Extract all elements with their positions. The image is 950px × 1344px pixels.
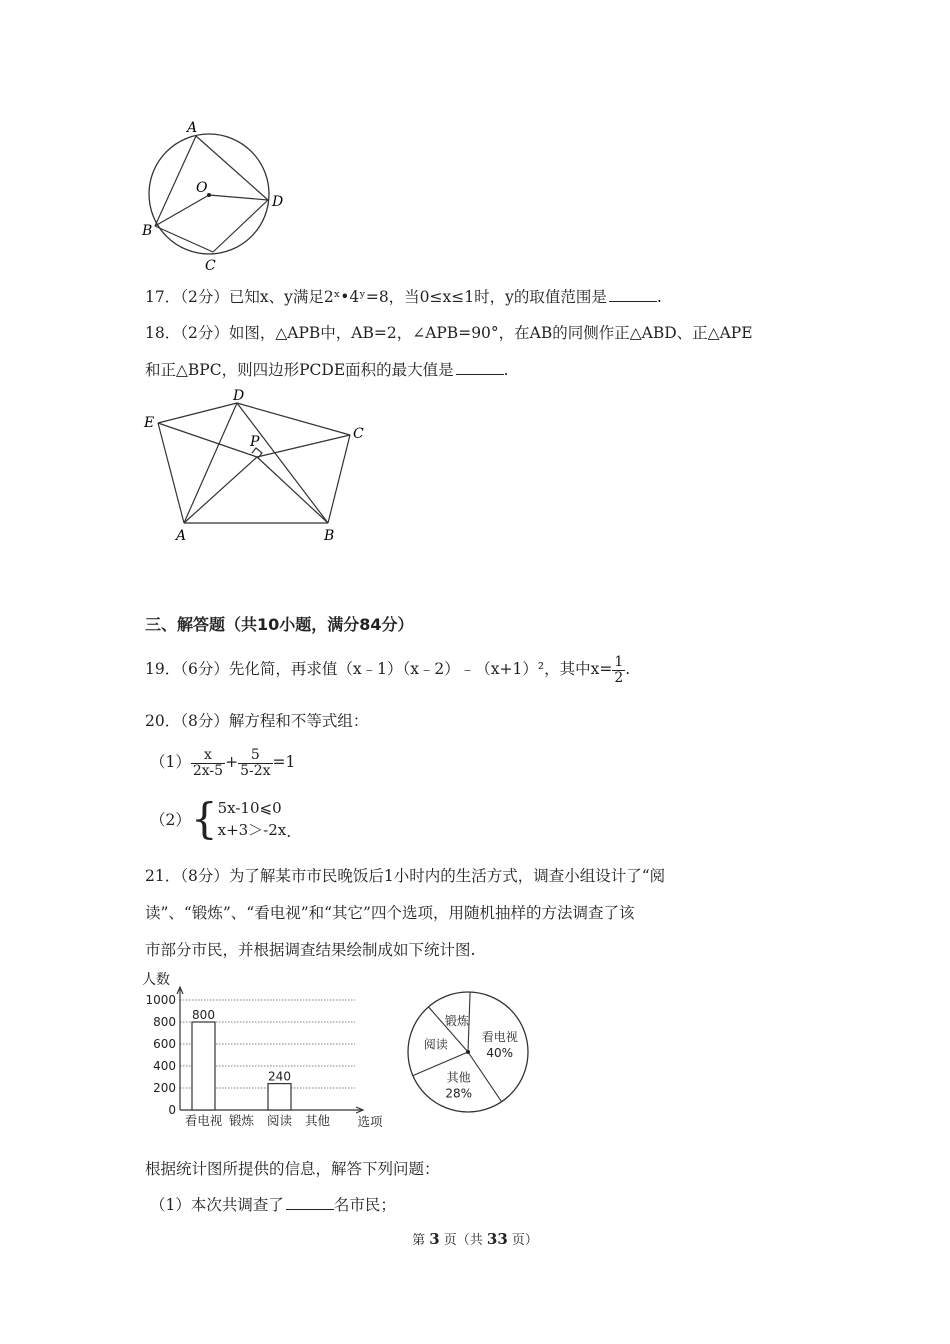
question-18-line2 (145, 358, 509, 380)
pie-slice-label: 锻炼 (444, 1013, 469, 1028)
x-tick-label: 其他 (304, 1113, 331, 1128)
q21-part1 (150, 1193, 396, 1215)
label-e: E (144, 415, 155, 431)
label-b2: B (324, 528, 335, 544)
bar (192, 1022, 215, 1110)
bar-ylabel: 人数 (142, 972, 170, 988)
y-tick-label: 0 (168, 1103, 176, 1117)
x-tick-label: 看电视 (184, 1113, 223, 1128)
bar-value-label: 240 (268, 1069, 291, 1084)
brace-icon: { (190, 794, 218, 843)
question-19 (145, 655, 630, 685)
y-tick-label: 400 (153, 1059, 176, 1073)
bar-value-label: 800 (192, 1008, 215, 1022)
q20-p1-plus: + (225, 753, 239, 772)
label-b: B (142, 223, 153, 239)
bar-xlabel: 选项 (357, 1114, 383, 1129)
question-17 (145, 285, 662, 307)
section-title: 三、解答题（共10小题，满分84分） (145, 615, 414, 634)
page-number: 3 (429, 1230, 440, 1248)
pie-chart (400, 990, 540, 1130)
q19-fraction: $\frac{1}{2}$ (614, 654, 624, 686)
pentagon-figure (138, 386, 378, 548)
page-total: 33 (486, 1230, 508, 1248)
q21-p1-end: 名市民； (333, 1196, 396, 1214)
y-tick-label: 1000 (145, 993, 176, 1007)
label-a: A (187, 120, 198, 136)
y-tick-label: 800 (153, 1015, 176, 1029)
question-20: 20．（8分）解方程和不等式组： (145, 712, 369, 730)
y-tick-label: 200 (153, 1081, 176, 1095)
q21-intro: 根据统计图所提供的信息，解答下列问题： (145, 1160, 440, 1178)
label-d2: D (233, 388, 245, 404)
pie-slice-label: 阅读 (423, 1037, 448, 1052)
question-21-line3: 市部分市民，并根据调查结果绘制成如下统计图. (145, 941, 476, 959)
label-d: D (272, 194, 284, 210)
q20-p2-end: . (286, 823, 292, 841)
question-21-line1: 21．（8分）为了解某市市民晚饭后1小时内的生活方式，调查小组设计了“阅 (145, 867, 666, 885)
label-a2: A (176, 528, 187, 544)
y-tick-label: 600 (153, 1037, 176, 1051)
pie-center (466, 1050, 470, 1054)
bar-chart (140, 968, 390, 1138)
q18-end: . (503, 361, 509, 379)
q20-p1-label: （1） (150, 753, 191, 772)
page-footer: 第 3 页（共 33 页） (412, 1230, 538, 1248)
question-20-part1 (150, 748, 295, 778)
x-tick-label: 锻炼 (228, 1113, 255, 1128)
q19-text: 19．（6分）先化简，再求值（x﹣1）（x﹣2）﹣（x+1）²，其中x= (145, 660, 613, 679)
label-o: O (196, 180, 208, 196)
q21-p1-text: （1）本次共调查了 (150, 1196, 284, 1214)
pie-slice-label: 其他 (446, 1070, 471, 1085)
label-c: C (205, 258, 216, 274)
q20-system: 5x-10⩽0 x+3＞-2x (217, 799, 287, 839)
pie-percent-label: 40% (486, 1045, 514, 1060)
q18-text: 和正△BPC，则四边形PCDE面积的最大值是 (145, 361, 454, 379)
circle-figure (135, 118, 295, 278)
q17-blank (609, 300, 657, 302)
q19-end: . (625, 660, 631, 679)
q18-blank (456, 373, 504, 375)
question-21-line2: 读”、“锻炼”、“看电视”和“其它”四个选项，用随机抽样的方法调查了该 (145, 904, 635, 922)
q20-p1-frac2: $\frac{5}{5-2x}$ (240, 747, 271, 779)
pie-percent-label: 28% (445, 1086, 473, 1101)
label-c2: C (353, 426, 364, 442)
question-18-line1: 18．（2分）如图，△APB中，AB=2，∠APB=90°，在AB的同侧作正△ABD、正△APE (145, 324, 753, 342)
question-20-part2 (150, 794, 292, 843)
q17-text: 17．（2分）已知x、y满足2ˣ•4ʸ=8，当0≤x≤1时，y的取值范围是 (145, 288, 607, 306)
q20-p1-frac1: $\frac{x}{2x-5}$ (192, 747, 224, 779)
q20-p2-label: （2） (150, 811, 191, 829)
bar (268, 1084, 291, 1110)
q20-p1-eq: =1 (272, 753, 296, 772)
q17-end: . (656, 288, 662, 306)
q21-p1-blank (286, 1208, 334, 1210)
pie-slice-label: 看电视 (481, 1029, 518, 1044)
x-tick-label: 阅读 (266, 1113, 293, 1128)
label-p: P (250, 434, 260, 450)
